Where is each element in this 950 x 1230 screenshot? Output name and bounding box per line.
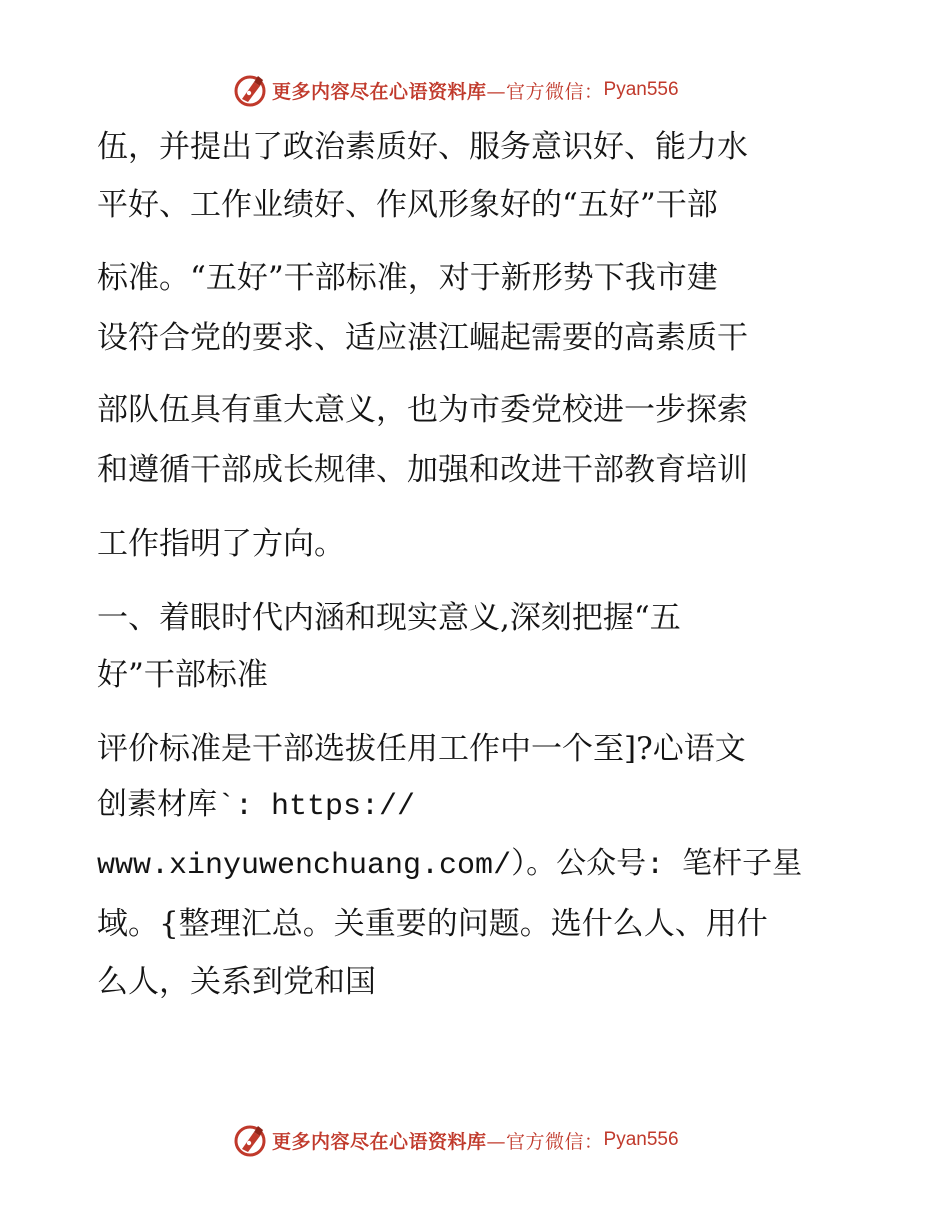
body-line: www.xinyuwenchuang.com/）。公众号: 笔杆子星 <box>97 849 803 883</box>
body-line: 创素材库`: https:// <box>97 790 416 824</box>
watermark-wechat-id: Pyan556 <box>603 79 679 100</box>
watermark-sub-text: —官方微信： <box>486 1130 604 1153</box>
body-line: 伍，并提出了政治素质好、服务意识好、能力水 <box>97 129 748 165</box>
body-line: 评价标准是干部选拔任用工作中一个至]?心语文 <box>97 731 746 767</box>
body-line: 和遵循干部成长规律、加强和改进干部教育培训 <box>97 452 748 488</box>
watermark-main-text: 更多内容尽在心语资料库 <box>272 80 487 103</box>
body-line: 工作指明了方向。 <box>97 526 345 562</box>
body-line: 设符合党的要求、适应湛江崛起需要的高素质干 <box>97 320 748 356</box>
watermark-sub-text: —官方微信： <box>486 80 604 103</box>
body-line: 平好、工作业绩好、作风形象好的“五好”干部 <box>97 187 718 223</box>
section-heading: 一、着眼时代内涵和现实意义,深刻把握“五 <box>97 600 681 636</box>
body-line: 部队伍具有重大意义，也为市委党校进一步探索 <box>97 392 748 428</box>
pen-nib-logo-icon <box>232 72 268 108</box>
section-heading: 好”干部标准 <box>97 657 268 693</box>
watermark-wechat-id: Pyan556 <box>603 1129 679 1150</box>
footer-watermark <box>232 1120 679 1160</box>
watermark-main-text: 更多内容尽在心语资料库 <box>272 1130 487 1153</box>
header-watermark <box>232 70 679 110</box>
body-line: 域。{整理汇总。关重要的问题。选什么人、用什 <box>97 906 768 942</box>
body-line: 标准。“五好”干部标准，对于新形势下我市建 <box>97 260 718 296</box>
body-line: 么人，关系到党和国 <box>97 964 376 1000</box>
pen-nib-logo-icon <box>232 1122 268 1158</box>
